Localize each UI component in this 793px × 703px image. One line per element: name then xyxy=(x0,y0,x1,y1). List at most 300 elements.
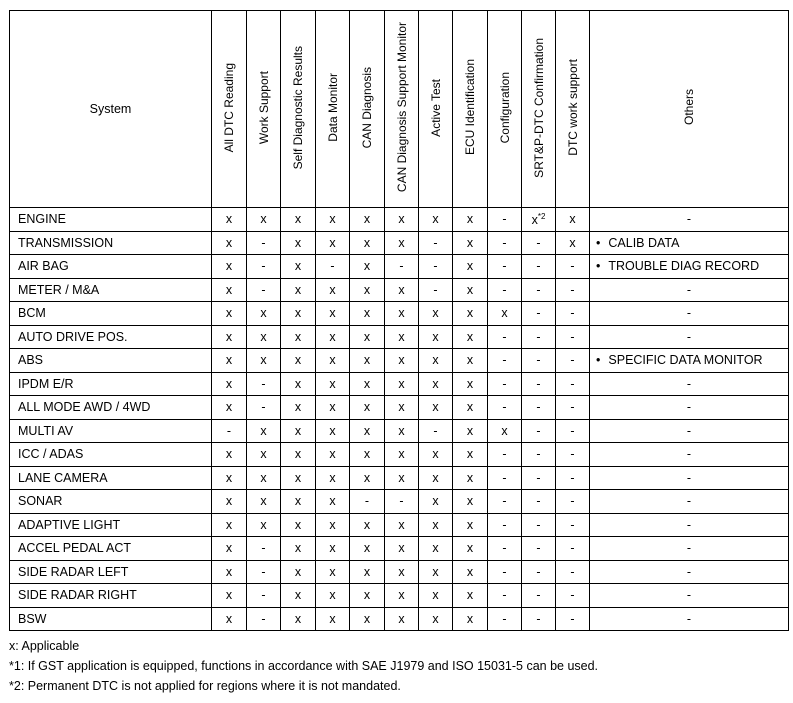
mark-value: - xyxy=(226,423,232,438)
mark-value: x xyxy=(363,588,371,603)
function-mark xyxy=(350,490,385,514)
mark-value: x xyxy=(363,517,371,532)
mark-value: x xyxy=(225,564,233,579)
function-mark xyxy=(385,396,419,420)
mark-value: x xyxy=(531,212,538,227)
function-mark xyxy=(212,278,247,302)
function-mark xyxy=(385,537,419,561)
function-mark xyxy=(419,513,453,537)
function-mark xyxy=(453,396,488,420)
function-mark xyxy=(281,560,316,584)
mark-value: x xyxy=(294,423,302,438)
mark-value: x xyxy=(363,564,371,579)
mark-value: - xyxy=(261,376,266,391)
function-mark xyxy=(453,325,488,349)
mark-value: - xyxy=(502,376,507,391)
footnote-1: *1: If GST application is equipped, functions in accordance with SAE J1979 and ISO 15031-5 can be used. xyxy=(9,659,599,673)
mark-value: - xyxy=(261,564,266,579)
others-cell: - xyxy=(590,278,789,302)
function-mark xyxy=(488,231,522,255)
mark-value: x xyxy=(501,423,508,438)
mark-value: x xyxy=(225,517,233,532)
mark-value: x xyxy=(225,282,233,297)
mark-value: - xyxy=(570,494,575,509)
function-mark xyxy=(247,443,281,467)
system-name: ABS xyxy=(10,349,212,373)
function-mark xyxy=(212,490,247,514)
mark-value: - xyxy=(570,400,575,415)
column-header-label: All DTC Reading xyxy=(222,62,236,153)
function-mark xyxy=(350,584,385,608)
function-mark xyxy=(556,513,590,537)
mark-value: - xyxy=(261,541,266,556)
function-mark xyxy=(350,537,385,561)
column-header-label: Self Diagnostic Results xyxy=(291,45,305,170)
function-mark xyxy=(212,419,247,443)
mark-value: - xyxy=(570,564,575,579)
mark-value: x xyxy=(466,470,474,485)
function-mark xyxy=(247,490,281,514)
function-mark xyxy=(385,278,419,302)
function-mark xyxy=(419,231,453,255)
mark-value: x xyxy=(466,541,474,556)
function-mark xyxy=(556,278,590,302)
others-cell: - xyxy=(590,372,789,396)
mark-value: x xyxy=(294,588,302,603)
mark-value: - xyxy=(536,282,541,297)
others-cell: - xyxy=(590,584,789,608)
mark-value: - xyxy=(570,470,575,485)
function-mark xyxy=(212,584,247,608)
mark-value: x xyxy=(363,259,371,274)
mark-value: - xyxy=(502,494,507,509)
function-mark xyxy=(281,537,316,561)
mark-value: x xyxy=(329,212,336,227)
function-mark xyxy=(316,396,350,420)
function-mark xyxy=(247,255,281,279)
others-text: CALIB DATA xyxy=(608,235,680,250)
function-mark xyxy=(212,537,247,561)
mark-value: x xyxy=(432,212,439,227)
table-row xyxy=(10,396,789,420)
function-mark xyxy=(522,513,556,537)
mark-value: x xyxy=(398,353,405,368)
function-mark xyxy=(522,208,556,232)
function-mark xyxy=(488,208,522,232)
mark-value: - xyxy=(570,329,575,344)
function-mark xyxy=(281,490,316,514)
function-mark xyxy=(281,419,316,443)
function-mark xyxy=(488,560,522,584)
mark-value: x xyxy=(398,541,405,556)
mark-value: x xyxy=(225,212,233,227)
mark-value: - xyxy=(536,588,541,603)
mark-value: x xyxy=(329,447,336,462)
function-mark xyxy=(212,372,247,396)
function-mark xyxy=(212,208,247,232)
mark-value: x xyxy=(398,212,405,227)
mark-value: x xyxy=(260,517,267,532)
mark-value: - xyxy=(261,400,266,415)
others-cell xyxy=(590,349,789,373)
column-header-label: SRT&P-DTC Confirmation xyxy=(531,37,546,178)
column-header-label: ECU Identification xyxy=(463,59,477,156)
mark-value: - xyxy=(399,494,404,509)
mark-value: x xyxy=(466,259,474,274)
function-mark xyxy=(281,584,316,608)
bullet-icon: • xyxy=(596,235,601,250)
system-name: AUTO DRIVE POS. xyxy=(10,325,212,349)
function-mark xyxy=(419,302,453,326)
mark-value: - xyxy=(570,588,575,603)
table-row xyxy=(10,443,789,467)
function-mark xyxy=(281,513,316,537)
function-mark xyxy=(281,278,316,302)
function-mark xyxy=(350,325,385,349)
mark-value: x xyxy=(398,423,405,438)
function-mark xyxy=(212,607,247,631)
function-mark xyxy=(488,396,522,420)
mark-value: - xyxy=(364,494,370,509)
function-mark xyxy=(556,255,590,279)
system-name: IPDM E/R xyxy=(10,372,212,396)
function-mark xyxy=(385,231,419,255)
others-cell: - xyxy=(590,325,789,349)
table-row xyxy=(10,466,789,490)
mark-value: - xyxy=(502,282,507,297)
others-cell: - xyxy=(590,560,789,584)
function-mark xyxy=(453,349,488,373)
mark-value: x xyxy=(329,541,336,556)
function-mark xyxy=(281,231,316,255)
function-mark xyxy=(385,560,419,584)
mark-value: x xyxy=(225,541,233,556)
mark-value: - xyxy=(570,259,575,274)
mark-value: x xyxy=(432,517,439,532)
mark-value: x xyxy=(466,376,474,391)
mark-value: x xyxy=(294,564,302,579)
column-header xyxy=(281,11,316,208)
others-text: SPECIFIC DATA MONITOR xyxy=(608,353,763,368)
function-mark xyxy=(212,513,247,537)
function-mark xyxy=(316,466,350,490)
mark-value: x xyxy=(398,588,405,603)
mark-value: - xyxy=(536,259,541,274)
table-row xyxy=(10,419,789,443)
column-header-label: Data Monitor xyxy=(325,73,340,142)
mark-value: - xyxy=(502,517,507,532)
function-mark xyxy=(522,302,556,326)
system-name: LANE CAMERA xyxy=(10,466,212,490)
column-header xyxy=(419,11,453,208)
mark-value: - xyxy=(502,235,507,250)
function-mark xyxy=(316,255,350,279)
mark-value: - xyxy=(502,611,507,626)
function-mark xyxy=(247,560,281,584)
mark-value: x xyxy=(466,517,474,532)
mark-value: - xyxy=(536,306,541,321)
mark-value: x xyxy=(294,212,302,227)
mark-value: - xyxy=(502,329,507,344)
function-mark xyxy=(488,607,522,631)
mark-value: - xyxy=(536,611,541,626)
function-mark xyxy=(522,349,556,373)
mark-value: - xyxy=(536,329,541,344)
function-mark xyxy=(419,443,453,467)
function-mark xyxy=(247,325,281,349)
function-mark xyxy=(316,349,350,373)
mark-value: x xyxy=(398,376,405,391)
mark-value: x xyxy=(294,282,302,297)
function-mark xyxy=(385,208,419,232)
system-name: SIDE RADAR LEFT xyxy=(10,560,212,584)
function-mark xyxy=(212,560,247,584)
mark-value: x xyxy=(432,541,439,556)
mark-value: x xyxy=(225,259,233,274)
function-mark xyxy=(316,560,350,584)
function-mark xyxy=(212,443,247,467)
mark-value: - xyxy=(536,447,541,462)
footnote-ref: *2 xyxy=(537,211,546,221)
mark-value: x xyxy=(294,235,302,250)
function-mark xyxy=(419,537,453,561)
column-header xyxy=(556,11,590,208)
function-mark xyxy=(350,513,385,537)
function-mark xyxy=(522,490,556,514)
mark-value: x xyxy=(363,306,371,321)
function-mark xyxy=(316,443,350,467)
mark-value: x xyxy=(466,282,474,297)
mark-value: x xyxy=(466,212,474,227)
column-header xyxy=(453,11,488,208)
function-mark xyxy=(385,325,419,349)
function-mark xyxy=(556,490,590,514)
mark-value: x xyxy=(466,494,474,509)
function-mark xyxy=(281,255,316,279)
mark-value: - xyxy=(570,306,575,321)
system-name: ADAPTIVE LIGHT xyxy=(10,513,212,537)
function-mark xyxy=(488,466,522,490)
mark-value: x xyxy=(329,306,336,321)
mark-value: - xyxy=(536,400,541,415)
function-mark xyxy=(247,537,281,561)
function-mark xyxy=(419,278,453,302)
table-row xyxy=(10,255,789,279)
mark-value: x xyxy=(363,376,371,391)
footnotes xyxy=(9,636,598,696)
mark-value: x xyxy=(329,235,336,250)
others-cell: - xyxy=(590,490,789,514)
mark-value: - xyxy=(433,282,438,297)
footnote-applicable: x: Applicable xyxy=(9,639,80,653)
mark-value: - xyxy=(502,400,507,415)
mark-value: x xyxy=(466,306,474,321)
function-mark xyxy=(488,349,522,373)
function-mark xyxy=(212,396,247,420)
mark-value: - xyxy=(536,376,541,391)
function-mark xyxy=(488,537,522,561)
mark-value: x xyxy=(569,235,576,250)
mark-value: x xyxy=(432,400,439,415)
others-cell: - xyxy=(590,443,789,467)
column-header-label: Configuration xyxy=(497,71,512,144)
mark-value: - xyxy=(570,282,575,297)
table-body xyxy=(10,208,789,631)
function-mark xyxy=(453,537,488,561)
mark-value: x xyxy=(294,329,302,344)
mark-value: x xyxy=(466,235,474,250)
function-mark xyxy=(522,396,556,420)
others-cell: - xyxy=(590,466,789,490)
mark-value: x xyxy=(569,212,576,227)
table-row xyxy=(10,537,789,561)
function-mark xyxy=(316,537,350,561)
function-mark xyxy=(247,396,281,420)
function-mark xyxy=(385,372,419,396)
mark-value: - xyxy=(570,376,575,391)
others-header-label: Others xyxy=(682,89,696,126)
mark-value: - xyxy=(502,447,507,462)
function-mark xyxy=(453,560,488,584)
mark-value: x xyxy=(225,588,233,603)
function-mark xyxy=(281,302,316,326)
mark-value: x xyxy=(260,329,267,344)
mark-value: - xyxy=(536,235,541,250)
function-mark xyxy=(419,325,453,349)
function-mark xyxy=(556,560,590,584)
function-mark xyxy=(419,560,453,584)
mark-value: x xyxy=(363,611,371,626)
function-mark xyxy=(419,466,453,490)
function-mark xyxy=(488,302,522,326)
function-mark xyxy=(522,443,556,467)
mark-value: - xyxy=(536,423,541,438)
mark-value: x xyxy=(466,353,474,368)
mark-value: x xyxy=(294,494,302,509)
function-mark xyxy=(350,208,385,232)
column-header-label: CAN Diagnosis Support Monitor xyxy=(394,22,409,193)
mark-value: x xyxy=(432,329,439,344)
table-row xyxy=(10,372,789,396)
mark-value: x xyxy=(225,611,233,626)
function-mark xyxy=(247,302,281,326)
function-mark xyxy=(488,513,522,537)
function-mark xyxy=(316,208,350,232)
mark-value: x xyxy=(432,564,439,579)
mark-value: - xyxy=(261,282,266,297)
table-row xyxy=(10,513,789,537)
function-mark xyxy=(247,278,281,302)
function-mark xyxy=(350,302,385,326)
mark-value: - xyxy=(330,259,335,274)
mark-value: x xyxy=(466,588,474,603)
system-name: ACCEL PEDAL ACT xyxy=(10,537,212,561)
system-name: TRANSMISSION xyxy=(10,231,212,255)
function-mark xyxy=(556,325,590,349)
function-mark xyxy=(453,231,488,255)
mark-value: - xyxy=(261,235,266,250)
mark-value: - xyxy=(536,564,541,579)
mark-value: x xyxy=(329,376,336,391)
function-mark xyxy=(419,372,453,396)
function-mark xyxy=(385,443,419,467)
mark-value: x xyxy=(432,376,439,391)
function-mark xyxy=(212,466,247,490)
function-mark xyxy=(281,372,316,396)
column-header xyxy=(316,11,350,208)
function-mark xyxy=(556,208,590,232)
mark-value: - xyxy=(502,259,507,274)
others-cell: - xyxy=(590,396,789,420)
function-mark xyxy=(419,255,453,279)
function-mark xyxy=(419,419,453,443)
mark-value: x xyxy=(329,564,336,579)
function-mark xyxy=(316,607,350,631)
function-mark xyxy=(522,278,556,302)
mark-value: x xyxy=(398,282,405,297)
function-mark xyxy=(385,349,419,373)
mark-value: x xyxy=(260,423,267,438)
mark-value: x xyxy=(294,376,302,391)
mark-value: x xyxy=(329,494,336,509)
others-cell: - xyxy=(590,419,789,443)
mark-value: x xyxy=(260,494,267,509)
function-mark xyxy=(453,490,488,514)
system-header: System xyxy=(10,11,212,208)
function-mark xyxy=(453,607,488,631)
table-row xyxy=(10,278,789,302)
function-mark xyxy=(453,302,488,326)
mark-value: - xyxy=(570,541,575,556)
mark-value: x xyxy=(225,329,233,344)
mark-value: x xyxy=(432,306,439,321)
function-mark xyxy=(522,255,556,279)
mark-value: x xyxy=(260,447,267,462)
mark-value: x xyxy=(225,494,233,509)
function-mark xyxy=(522,560,556,584)
function-mark xyxy=(556,537,590,561)
function-mark xyxy=(247,208,281,232)
mark-value: - xyxy=(502,541,507,556)
mark-value: x xyxy=(260,470,267,485)
function-mark xyxy=(556,231,590,255)
function-mark xyxy=(488,372,522,396)
function-mark xyxy=(453,466,488,490)
column-header-label: Work Support xyxy=(256,70,271,145)
mark-value: - xyxy=(570,611,575,626)
mark-value: x xyxy=(466,611,474,626)
mark-value: - xyxy=(570,517,575,532)
function-mark xyxy=(247,419,281,443)
function-mark xyxy=(453,443,488,467)
mark-value: x xyxy=(329,588,336,603)
mark-value: x xyxy=(294,259,302,274)
function-mark xyxy=(522,231,556,255)
column-header xyxy=(247,11,281,208)
mark-value: - xyxy=(502,588,507,603)
function-mark xyxy=(522,607,556,631)
function-mark xyxy=(247,607,281,631)
mark-value: x xyxy=(294,353,302,368)
mark-value: x xyxy=(398,517,405,532)
function-mark xyxy=(488,255,522,279)
mark-value: - xyxy=(570,353,575,368)
mark-value: x xyxy=(363,470,371,485)
function-mark xyxy=(453,584,488,608)
mark-value: x xyxy=(329,611,336,626)
column-header xyxy=(522,11,556,208)
table-row xyxy=(10,607,789,631)
